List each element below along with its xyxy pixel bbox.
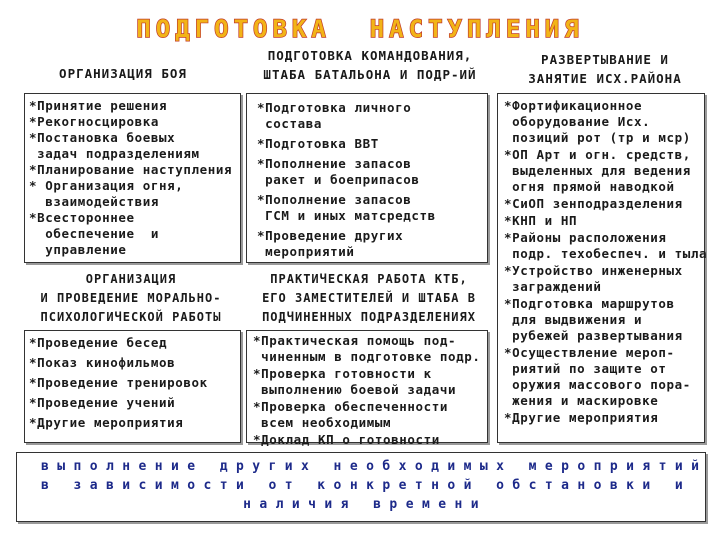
list-item-line: *Постановка боевых <box>29 130 176 145</box>
page-title-text: ПОДГОТОВКА НАСТУПЛЕНИЯ <box>136 15 584 43</box>
list-item-line: мероприятий <box>257 244 355 259</box>
header-line: ЗАНЯТИЕ ИСХ.РАЙОНА <box>528 71 682 86</box>
list-item-line: *Фортификационное <box>504 98 643 113</box>
list-item <box>253 333 487 365</box>
list-item <box>29 114 240 130</box>
list-item-line: *Осуществление мероп- <box>504 345 675 360</box>
list-item <box>504 263 704 295</box>
list-item-line: *Проверка обеспеченности <box>253 399 449 414</box>
list-item-line: выполнению боевой задачи <box>253 382 457 397</box>
header-line: И ПРОВЕДЕНИЕ МОРАЛЬНО- <box>40 291 222 305</box>
bottom-note <box>16 452 706 522</box>
list-item-line: *Проведение бесед <box>29 335 168 350</box>
list-item-line: *Другие мероприятия <box>504 410 659 425</box>
list-item <box>504 345 704 409</box>
list-item-line: *Проведение других <box>257 228 404 243</box>
list-item <box>29 130 240 162</box>
list-item <box>504 230 708 262</box>
list-item-line: чиненным в подготовке подр. <box>253 349 481 364</box>
box-razvertyvanie <box>497 93 708 443</box>
list-item-line: оружия массового пора- <box>504 377 691 392</box>
list-item-line: ГСМ и иных матсредств <box>257 208 436 223</box>
list-item <box>504 98 704 146</box>
list-item-line: *Доклад КП о готовности <box>253 432 440 447</box>
list-item <box>257 100 487 132</box>
bottom-line-2: в з а в и с и м о с т и о т к о н к р е т н о й о б с т а н о в к и и <box>41 478 684 493</box>
list-item-line: взаимодействия <box>29 194 160 209</box>
list-item-line: *Подготовка личного <box>257 100 412 115</box>
list-item <box>253 399 487 431</box>
list-item-line: *Рекогносцировка <box>29 114 160 129</box>
list-item-line: *Подготовка ВВТ <box>257 136 379 151</box>
list-item <box>29 415 240 431</box>
header-line: ЕГО ЗАМЕСТИТЕЛЕЙ И ШТАБА В <box>262 291 476 305</box>
list-item-line: выделенных для ведения <box>504 163 691 178</box>
list-item-line: *Районы расположения <box>504 230 667 245</box>
list-item <box>257 192 487 224</box>
list-item-line: *Проведение учений <box>29 395 176 410</box>
list-item-line: рубежей развертывания <box>504 328 683 343</box>
header-line: ПРАКТИЧЕСКАЯ РАБОТА КТБ, <box>270 272 468 286</box>
list-item-line: управление <box>29 242 127 257</box>
list-item-line: позиций рот (тр и мср) <box>504 130 691 145</box>
list-item <box>29 162 240 178</box>
list-item <box>253 366 487 398</box>
list-item-line: ракет и боеприпасов <box>257 172 420 187</box>
list-item <box>29 178 240 210</box>
list-item-line: *Практическая помощь под- <box>253 333 457 348</box>
list-item-line: для выдвижения и <box>504 312 643 327</box>
header-line: РАЗВЕРТЫВАНИЕ И <box>541 52 669 67</box>
org-boya-list <box>25 94 240 258</box>
list-item-line: * Организация огня, <box>29 178 184 193</box>
list-item <box>257 228 487 260</box>
list-item-line: *Другие мероприятия <box>29 415 184 430</box>
list-item-line: *СиОП зенподразделения <box>504 196 683 211</box>
list-item-line: состава <box>257 116 323 131</box>
list-item-line: всем необходимым <box>253 415 392 430</box>
list-item-line: *КНП и НП <box>504 213 578 228</box>
list-item-line: *Пополнение запасов <box>257 192 412 207</box>
list-item-line: оборудование Исх. <box>504 114 651 129</box>
list-item-line: подр. техобеспеч. и тыла <box>504 246 708 261</box>
list-item-line: *ОП Арт и огн. средств, <box>504 147 691 162</box>
list-item <box>29 355 240 371</box>
list-item-line: *Всестороннее <box>29 210 135 225</box>
list-item-line: *Устройство инженерных <box>504 263 683 278</box>
podgotovka-list <box>247 94 487 260</box>
list-item-line: задач подразделениям <box>29 146 200 161</box>
page-title <box>0 12 720 44</box>
box-mpr <box>24 330 241 443</box>
list-item-line: жения и маскировке <box>504 393 659 408</box>
list-item-line: *Планирование наступления <box>29 162 233 177</box>
list-item <box>257 136 487 152</box>
list-item-line: *Проверка готовности к <box>253 366 432 381</box>
box-praktika <box>246 330 488 447</box>
list-item-line: риятий по защите от <box>504 361 667 376</box>
list-item <box>29 395 240 411</box>
razvertyvanie-list <box>498 94 708 426</box>
list-item <box>257 156 487 188</box>
bottom-line-3: н а л и ч и я в р е м е н и <box>243 497 479 512</box>
header-org-boya <box>28 64 218 83</box>
list-item <box>29 210 240 258</box>
list-item <box>29 375 240 391</box>
list-item <box>504 296 704 344</box>
list-item <box>504 410 704 426</box>
list-item-line: заграждений <box>504 279 602 294</box>
list-item <box>29 98 240 114</box>
praktika-list <box>247 331 487 448</box>
list-item-line: *Проведение тренировок <box>29 375 208 390</box>
header-praktika <box>244 270 494 327</box>
header-mpr <box>16 270 246 327</box>
header-line: ШТАБА БАТАЛЬОНА И ПОДР-ИЙ <box>263 67 477 82</box>
list-item <box>504 213 704 229</box>
header-line: ОРГАНИЗАЦИЯ БОЯ <box>59 66 187 81</box>
list-item <box>29 335 240 351</box>
header-line: ПОДЧИНЕННЫХ ПОДРАЗДЕЛЕНИЯХ <box>262 310 476 324</box>
list-item-line: *Пополнение запасов <box>257 156 412 171</box>
box-org-boya <box>24 93 241 263</box>
list-item <box>504 147 704 195</box>
bottom-line-1: в ы п о л н е н и е д р у г и х н е о б х о д и м ы х м е р о п р и я т и й <box>41 459 700 474</box>
list-item-line: огня прямой наводкой <box>504 179 675 194</box>
header-line: ПОДГОТОВКА КОМАНДОВАНИЯ, <box>267 48 473 63</box>
header-podgotovka <box>240 46 500 84</box>
header-razvertyvanie <box>505 50 705 88</box>
list-item <box>504 196 704 212</box>
list-item-line: *Принятие решения <box>29 98 168 113</box>
list-item <box>253 432 487 448</box>
list-item-line: обеспечение и <box>29 226 160 241</box>
header-line: ОРГАНИЗАЦИЯ <box>85 272 177 286</box>
box-podgotovka <box>246 93 488 263</box>
list-item-line: *Показ кинофильмов <box>29 355 176 370</box>
list-item-line: *Подготовка маршрутов <box>504 296 675 311</box>
header-line: ПСИХОЛОГИЧЕСКОЙ РАБОТЫ <box>40 310 222 324</box>
mpr-list <box>25 331 240 431</box>
